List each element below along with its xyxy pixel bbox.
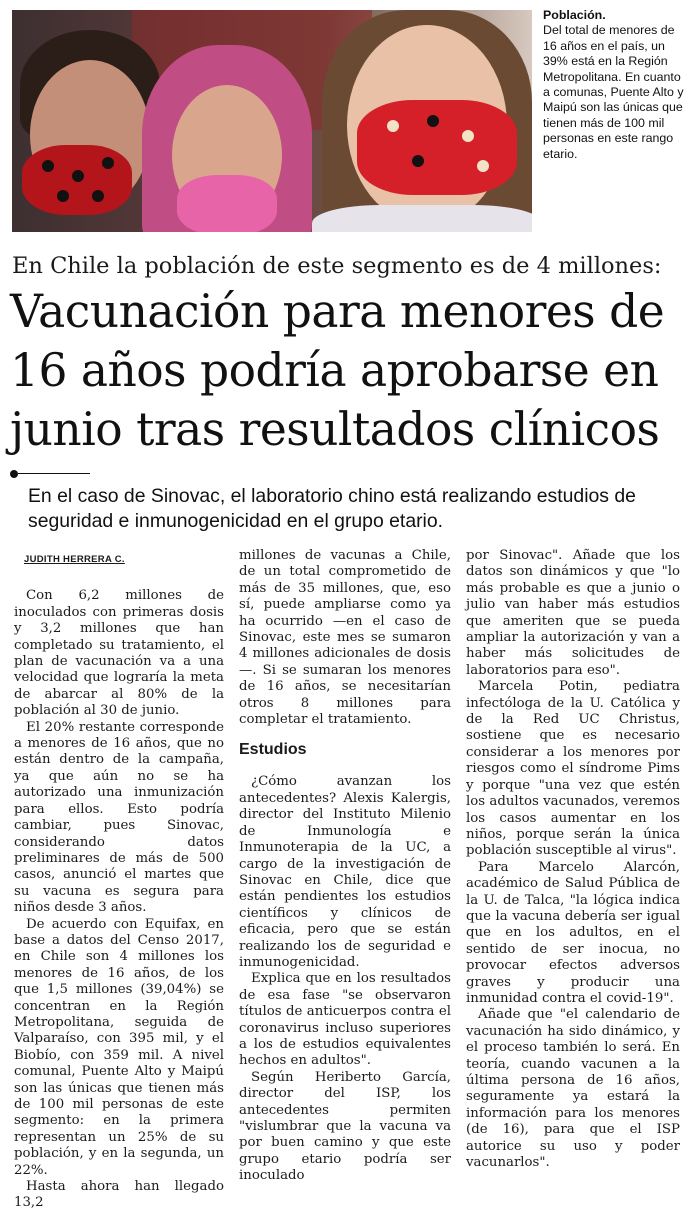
photo-caption — [543, 8, 688, 162]
paragraph: El 20% restante corresponde a menores de 16 años, que no están dentro de la campaña, ya que aún no se ha autorizado una inmunización para ellos. Esto podría cambiar, pues Sinovac, considerando datos preliminares de más de 500 casos, anunció el martes que su vacuna es segura para niños desde 3 años. — [14, 719, 224, 916]
paragraph: Marcela Potin, pediatra infectóloga de la U. Católica y de la Red UC Christus, sostiene que es necesario considerar a los menores por riesgos como el síndrome Pims y porque "una vez que estén los adultos vacunados, veremos los casos aumentar en los niños, porque serán la única población susceptible al virus". — [466, 679, 680, 859]
paragraph: Para Marcelo Alarcón, académico de Salud Pública de la U. de Talca, "la lógica indica que la vacuna debería ser igual que en los adultos, en el sentido de ser inocua, no provocar efectos adversos graves y producir una inmunidad contra el covid-19". — [466, 859, 680, 1006]
paragraph: Explica que en los resultados de esa fase "se observaron títulos de anticuerpos contra el coronavirus incluso superiores a los de estudios equivalentes hechos en adultos". — [239, 971, 451, 1069]
paragraph: De acuerdo con Equifax, en base a datos del Censo 2017, en Chile son 4 millones los menores de 16 años, de los que 1,5 millones (39,04%) se concentran en la Región Metropolitana, seguida de Valparaíso, con 395 mil, y el Biobío, con 359 mil. A nivel comunal, Puente Alto y Maipú son las únicas que tienen más de 100 mil personas de este segmento: en la primera representan un 25% de su población, y en la segunda, un 22%. — [14, 916, 224, 1178]
subhead: Estudios — [239, 741, 307, 759]
headline: Vacunación para menores de 16 años podría aprobarse en junio tras resultados clínicos — [10, 285, 665, 456]
deck: En el caso de Sinovac, el laboratorio chino está realizando estudios de seguridad e inmunogenicidad en el grupo etario. — [28, 485, 636, 532]
news-photo — [12, 10, 532, 232]
paragraph: millones de vacunas a Chile, de un total comprometido de más de 35 millones, que, eso sí, puede ampliarse como ya ha ocurrido —en el caso de Sinovac, este mes se sumaron 4 millones adicionales de dosis—. Si se sumaran los menores de 16 años, se necesitarían otros 8 millones para completar el tratamiento. — [239, 548, 451, 728]
kicker: En Chile la población de este segmento es de 4 millones: — [12, 253, 662, 279]
caption-title: Población. — [543, 8, 606, 22]
paragraph: Con 6,2 millones de inoculados con primeras dosis y 3,2 millones que han completado su tratamiento, el plan de vacunación va a una velocidad que lograría la meta de abarcar al 80% de la población al 30 de junio. — [14, 588, 224, 719]
byline: JUDITH HERRERA C. — [24, 554, 125, 565]
paragraph: por Sinovac". Añade que los datos son dinámicos y que "lo más probable es que a junio o julio van haber más estudios que ameriten que se pueda ampliar la autorización y van a haber más solicitudes de laboratorios para eso". — [466, 548, 680, 678]
column-1 — [14, 552, 224, 1212]
divider-line — [18, 473, 90, 474]
column-2 — [239, 548, 451, 1185]
paragraph: Hasta ahora han llegado 13,2 — [14, 1179, 224, 1211]
paragraph: ¿Cómo avanzan los antecedentes? Alexis Kalergis, director del Instituto Milenio de Inmunología e Inmunoterapia de la UC, a cargo de la investigación de Sinovac en Chile, dice que están pendientes los estudios científicos y clínicos de eficacia, pero que se están realizando los de seguridad e inmunogenicidad. — [239, 774, 451, 970]
caption-text: Del total de menores de 16 años en el país, un 39% está en la Región Metropolitana. En cuanto a comunas, Puente Alto y Maipú son las únicas que tienen más de 100 mil personas en este rango etario. — [543, 23, 684, 161]
paragraph: Añade que "el calendario de vacunación ha sido dinámico, y el proceso también lo será. En teoría, cuando vacunen a la última persona de 16 años, seguramente ya estará la información para los menores (de 16), para que el ISP autorice su uso y poder vacunarlos". — [466, 1007, 680, 1171]
paragraph: Según Heriberto García, director del ISP, los antecedentes permiten "vislumbrar que la vacuna va por buen camino y que este grupo etario podría ser inoculado — [239, 1069, 451, 1184]
divider-dot — [10, 470, 18, 478]
column-3 — [466, 548, 680, 1171]
